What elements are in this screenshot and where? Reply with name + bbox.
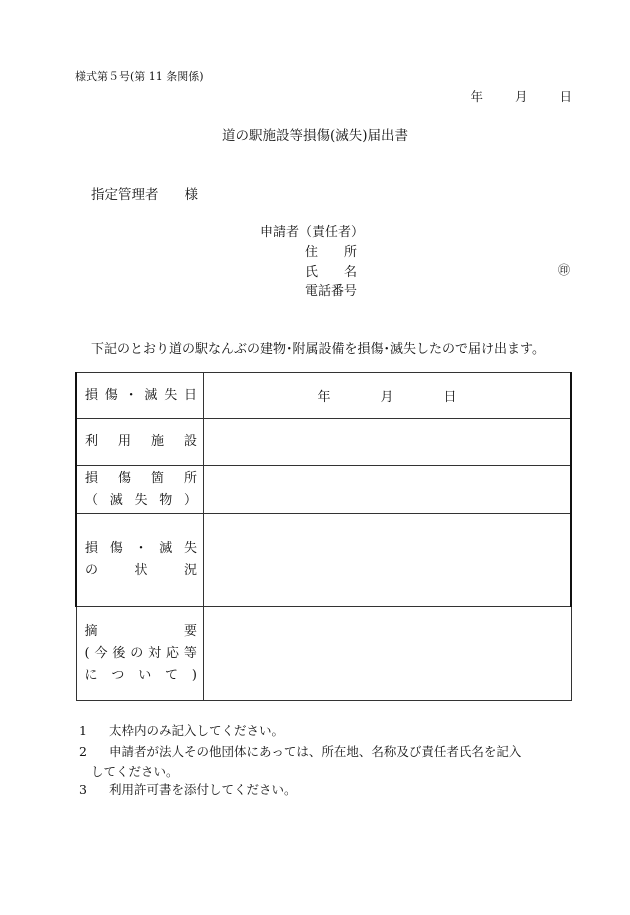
label-char: 滅 <box>109 492 123 508</box>
note-2-text: 申請者が法人その他団体にあっては、所在地、名称及び責任者氏名を記入 <box>109 744 522 759</box>
facility-used-field[interactable] <box>204 419 572 466</box>
label-char: 箇 <box>150 470 164 486</box>
label-char: 失 <box>183 541 197 556</box>
label-char: 失 <box>134 492 148 508</box>
label-char: ) <box>191 667 197 683</box>
table-row <box>76 466 571 514</box>
addressee-name: 指定管理者 <box>91 187 159 203</box>
addressee-honorific: 様 <box>184 187 198 203</box>
table-row <box>76 419 571 466</box>
label-char: 傷 <box>117 470 131 486</box>
phone-label: 電話番号 <box>305 284 358 299</box>
damage-date-month: 月 <box>380 390 394 405</box>
label-char: に <box>84 667 98 683</box>
addressee <box>91 183 198 203</box>
note-2 <box>79 742 521 760</box>
note-1-number: 1 <box>79 723 87 738</box>
note-3-number: 3 <box>79 782 87 797</box>
label-char: 設 <box>183 434 197 449</box>
damage-date-label <box>76 373 204 419</box>
label-char: ( <box>84 645 90 661</box>
label-char: 所 <box>183 470 197 486</box>
label-char: ・ <box>124 387 138 403</box>
label-char: （ <box>85 492 99 508</box>
table-row <box>76 514 571 607</box>
date-day: 日 <box>559 89 572 104</box>
label-char: 失 <box>164 387 178 403</box>
label-char: て <box>165 667 179 683</box>
statement-text: 下記のとおり道の駅なんぶの建物･附属設備を損傷･滅失したので届け出ます。 <box>91 342 545 357</box>
seal-mark: ㊞ <box>558 263 571 277</box>
address-label: 住 所 <box>305 245 358 260</box>
damage-date-field[interactable] <box>204 373 572 419</box>
label-char: 用 <box>117 434 131 449</box>
label-char: 損 <box>85 541 99 556</box>
label-char: 状 <box>134 563 148 578</box>
remarks-label <box>76 607 204 701</box>
damage-condition-label <box>76 514 204 607</box>
damaged-location-field[interactable] <box>204 466 572 514</box>
label-char: つ <box>111 667 125 683</box>
label-char: 況 <box>183 563 197 578</box>
label-char: 物 <box>159 492 173 508</box>
label-char: 損 <box>85 387 99 403</box>
document-title: 道の駅施設等損傷(滅失)届出書 <box>221 128 409 144</box>
label-char: 傷 <box>109 541 123 556</box>
label-char: ） <box>183 492 197 508</box>
note-2-continued: してください。 <box>91 764 179 779</box>
label-char: 今 <box>94 645 108 661</box>
note-1 <box>79 721 284 739</box>
form-number: 様式第５号(第 11 条関係) <box>75 70 204 83</box>
label-char: の <box>85 563 99 578</box>
label-char: 損 <box>85 470 99 486</box>
label-char: 滅 <box>159 541 173 556</box>
table-row <box>76 373 571 419</box>
damage-date-year: 年 <box>317 390 331 405</box>
label-char: 傷 <box>104 387 118 403</box>
label-char: 対 <box>148 645 162 661</box>
label-char: 要 <box>183 623 197 639</box>
note-3-text: 利用許可書を添付してください。 <box>109 782 297 797</box>
remarks-field[interactable] <box>204 607 572 701</box>
name-label: 氏 名 <box>305 265 358 280</box>
label-char: 滅 <box>144 387 158 403</box>
facility-used-label <box>76 419 204 466</box>
label-char: の <box>130 645 144 661</box>
submission-date <box>470 87 572 105</box>
label-char: 施 <box>150 434 164 449</box>
label-char: い <box>138 667 152 683</box>
label-char: 日 <box>183 387 197 403</box>
label-char: ・ <box>134 541 148 556</box>
note-3 <box>79 780 297 798</box>
label-char: 利 <box>85 434 99 449</box>
label-char: 応 <box>166 645 180 661</box>
damaged-location-label <box>76 466 204 514</box>
damage-date-day: 日 <box>443 390 457 405</box>
damage-condition-field[interactable] <box>204 514 572 607</box>
note-2-number: 2 <box>79 744 87 759</box>
label-char: 後 <box>112 645 126 661</box>
label-char: 等 <box>183 645 197 661</box>
date-month: 月 <box>514 89 528 104</box>
applicant-label: 申請者（責任者） <box>260 225 365 240</box>
table-row <box>76 607 571 701</box>
label-char: 摘 <box>84 623 98 639</box>
date-year: 年 <box>470 89 483 104</box>
note-1-text: 太枠内のみ記入してください。 <box>109 723 285 738</box>
report-form-table <box>75 372 572 701</box>
